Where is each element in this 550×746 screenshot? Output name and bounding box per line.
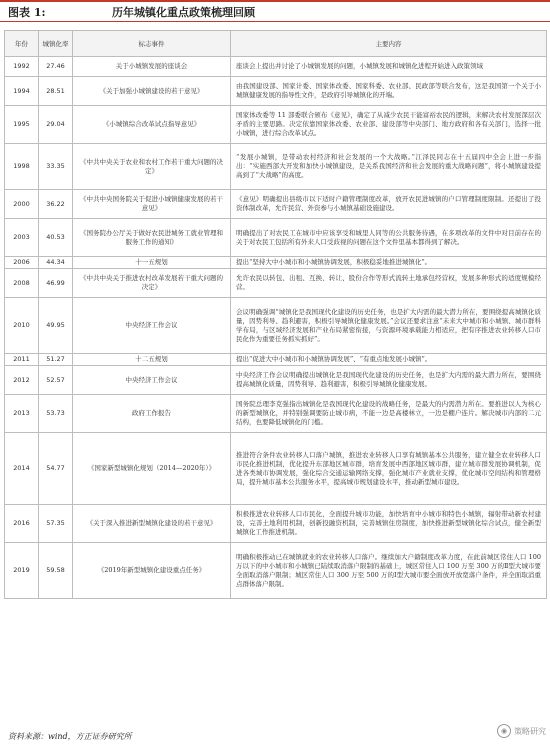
cell-event: 《关于深入推进新型城镇化建设的若干意见》 bbox=[73, 505, 231, 543]
cell-content: 明确提出了对农民工在城市中应该享受和城里人同等的公共服务待遇，在多项改革的文件中对目前存在的关于对农民工包括所有外来人口受歧视的问题在这个文件里基本都得到了解决。 bbox=[231, 219, 547, 257]
cell-year: 2003 bbox=[5, 219, 39, 257]
cell-event: 《中共中央关于农业和农村工作若干重大问题的决定》 bbox=[73, 144, 231, 190]
cell-rate: 52.57 bbox=[39, 366, 73, 395]
cell-event: 中央经济工作会议 bbox=[73, 298, 231, 354]
table-row bbox=[5, 433, 547, 505]
table-row bbox=[5, 57, 547, 77]
table-row bbox=[5, 269, 547, 298]
cell-year: 2012 bbox=[5, 366, 39, 395]
table-row bbox=[5, 257, 547, 269]
table-row bbox=[5, 298, 547, 354]
cell-rate: 44.34 bbox=[39, 257, 73, 269]
cell-event: 十一五规划 bbox=[73, 257, 231, 269]
cell-year: 2000 bbox=[5, 190, 39, 219]
table-row bbox=[5, 505, 547, 543]
cell-content: 推进符合条件农业转移人口落户城镇，推进农业转移人口享有城镇基本公共服务，建立健全农业转移人口市民化推进机制，优化提升东部地区城市群，培育发展中西部地区城市群，建立城市群发展协调机制，促进各类城市协调发展，强化综合交通运输网络支撑，强化城市产业就业支撑，优化城市空间结构和管理格局，提升城市基本公共服务水平，提高城市规划建设水平，推动新型城市建设。 bbox=[231, 433, 547, 505]
watermark bbox=[497, 724, 546, 738]
cell-rate: 36.22 bbox=[39, 190, 73, 219]
cell-rate: 33.35 bbox=[39, 144, 73, 190]
table-row bbox=[5, 219, 547, 257]
cell-year: 1994 bbox=[5, 77, 39, 106]
cell-rate: 49.95 bbox=[39, 298, 73, 354]
header-event: 标志事件 bbox=[73, 31, 231, 57]
cell-content: 国家体改委等 11 部委联合颁布《意见》，确定了从减少农民干能富裕农民的逻辑，来解决农村发展深层次矛盾的主要思路。决定依靠国家体改委、农业部、建设部等中央部门、地方政府和各有关部门，选择一批小城镇，进行综合改革试点。 bbox=[231, 106, 547, 144]
cell-content: 积极推进农业转移人口市民化，全面提升城市功能，加快培育中小城市和特色小城镇，辐射带动新农村建设，完善土地利用机制，创新投融资机制，完善城镇住房制度，加快推进新型城镇化综合试点，健全新型城镇化工作推进机制。 bbox=[231, 505, 547, 543]
figure-title: 历年城镇化重点政策梳理回顾 bbox=[112, 5, 255, 19]
table-row bbox=[5, 106, 547, 144]
figure-label: 图表 1: bbox=[8, 5, 46, 19]
wechat-logo-icon: ◉ bbox=[497, 724, 511, 738]
table-row bbox=[5, 366, 547, 395]
cell-content: 会议明确强调“城镇化是我国现代化建设的历史任务，也是扩大内需的最大潜力所在，要围绕提高城镇化质量，因势利导、趋利避害，积极引导城镇化健康发展。”会议还要求注意“未来大中城市和小城镇、城市群科学布局，与区域经济发展和产业布局紧密衔接，与资源环境承载能力相适应，把有序推进农业转移人口市民化作为重要任务抓实抓好”。 bbox=[231, 298, 547, 354]
cell-event: 《小城镇综合改革试点指导意见》 bbox=[73, 106, 231, 144]
cell-year: 2014 bbox=[5, 433, 39, 505]
cell-rate: 54.77 bbox=[39, 433, 73, 505]
cell-year: 1998 bbox=[5, 144, 39, 190]
cell-year: 2013 bbox=[5, 395, 39, 433]
table-row bbox=[5, 77, 547, 106]
cell-event: 《中共中央国务院关于促进小城镇健康发展的若干意见》 bbox=[73, 190, 231, 219]
cell-event: 中央经济工作会议 bbox=[73, 366, 231, 395]
cell-content: 国务院总理李克强指出城镇化是我国现代化建设的战略任务，是最大的内需潜力所在。要推进以人为核心的新型城镇化，并特别强调要防止城市病，不能一边是高楼林立，一边是棚户连片。解决城市内部的二元结构，也要降低城镇化的门槛。 bbox=[231, 395, 547, 433]
table-row bbox=[5, 144, 547, 190]
cell-rate: 28.51 bbox=[39, 77, 73, 106]
cell-event: 关于小城镇发展的座谈会 bbox=[73, 57, 231, 77]
cell-year: 1995 bbox=[5, 106, 39, 144]
cell-content: 明确积极推动已在城镇就业的农业转移人口落户。继续加大户籍制度改革力度，在此前城区常住人口 100 万以下的中小城市和小城镇已陆续取消落户限制的基础上，城区常住人口 100 万至 300 万的Ⅱ型大城市要全面取消落户限制；城区常住人口 300 万至 500 万的Ⅰ型大城市要全面放开放宽落户条件，并全面取消重点群体落户限制。 bbox=[231, 543, 547, 599]
policy-table bbox=[4, 30, 547, 599]
cell-rate: 51.27 bbox=[39, 354, 73, 366]
cell-rate: 27.46 bbox=[39, 57, 73, 77]
header-content: 主要内容 bbox=[231, 31, 547, 57]
table-row bbox=[5, 354, 547, 366]
cell-year: 2010 bbox=[5, 298, 39, 354]
source-note: 资料来源：wind，方正证券研究所 bbox=[8, 732, 132, 741]
table-header bbox=[5, 31, 547, 57]
cell-content: 由我国建设部、国家计委、国家体改委、国家科委、农业部、民政部等联合发布，这是我国第一个关于小城镇健康发展的指导性文件，是政府引导城镇化的开端。 bbox=[231, 77, 547, 106]
cell-year: 2006 bbox=[5, 257, 39, 269]
table-row bbox=[5, 395, 547, 433]
cell-year: 2011 bbox=[5, 354, 39, 366]
header-rate: 城镇化率 bbox=[39, 31, 73, 57]
cell-event: 《国务院办公厅关于做好农民进城务工就业管理和服务工作的通知》 bbox=[73, 219, 231, 257]
cell-event: 《中共中央关于推进农村改革发展若干重大问题的决定》 bbox=[73, 269, 231, 298]
cell-rate: 53.73 bbox=[39, 395, 73, 433]
cell-content: “发展小城镇，是带动农村经济和社会发展的一个大战略。”江泽民同志在十五届四中全会上进一步指出：“实施西部大开发和加快小城镇建设，是关系我国经济和社会发展的重大战略问题”，将小城镇建设提高到了“大战略”的高度。 bbox=[231, 144, 547, 190]
figure-title-bar bbox=[0, 0, 550, 22]
cell-content: 《意见》明确提出县级市以下适时户籍管理制度改革，放开农民进城镇的户口管理制度限制。还提出了投资体制改革，允许民营、外资参与小城镇基础设施建设。 bbox=[231, 190, 547, 219]
cell-year: 2019 bbox=[5, 543, 39, 599]
cell-year: 2008 bbox=[5, 269, 39, 298]
cell-rate: 59.58 bbox=[39, 543, 73, 599]
cell-event: 《2019年新型城镇化建设重点任务》 bbox=[73, 543, 231, 599]
cell-year: 1992 bbox=[5, 57, 39, 77]
cell-content: 提出“坚持大中小城市和小城镇协调发展，积极稳妥地推进城镇化”。 bbox=[231, 257, 547, 269]
cell-content: 提出“促进大中小城市和小城镇协调发展”、“有重点地发展小城镇”。 bbox=[231, 354, 547, 366]
table-row bbox=[5, 190, 547, 219]
cell-content: 座谈会上提出并讨论了小城镇发展的问题，小城镇发展和城镇化进程开始进入政策领域 bbox=[231, 57, 547, 77]
cell-rate: 57.35 bbox=[39, 505, 73, 543]
cell-rate: 40.53 bbox=[39, 219, 73, 257]
header-year: 年份 bbox=[5, 31, 39, 57]
table-body bbox=[5, 57, 547, 599]
table-row bbox=[5, 543, 547, 599]
cell-event: 十二五规划 bbox=[73, 354, 231, 366]
cell-event: 《关于加强小城镇建设的若干意见》 bbox=[73, 77, 231, 106]
cell-content: 允许农民以转包、出租、互换、转让、股份合作等形式流转土地承包经营权，发展多种形式的适度规模经营。 bbox=[231, 269, 547, 298]
cell-year: 2016 bbox=[5, 505, 39, 543]
cell-rate: 29.04 bbox=[39, 106, 73, 144]
watermark-text: 策略研究 bbox=[514, 726, 546, 736]
cell-event: 政府工作报告 bbox=[73, 395, 231, 433]
cell-rate: 46.99 bbox=[39, 269, 73, 298]
cell-event: 《国家新型城镇化规划（2014—2020年）》 bbox=[73, 433, 231, 505]
cell-content: 中央经济工作会议明确提出城镇化是我国现代化建设的历史任务，也是扩大内需的最大潜力所在，要围绕提高城镇化质量，因势利导、趋利避害，积极引导城镇化健康发展。 bbox=[231, 366, 547, 395]
